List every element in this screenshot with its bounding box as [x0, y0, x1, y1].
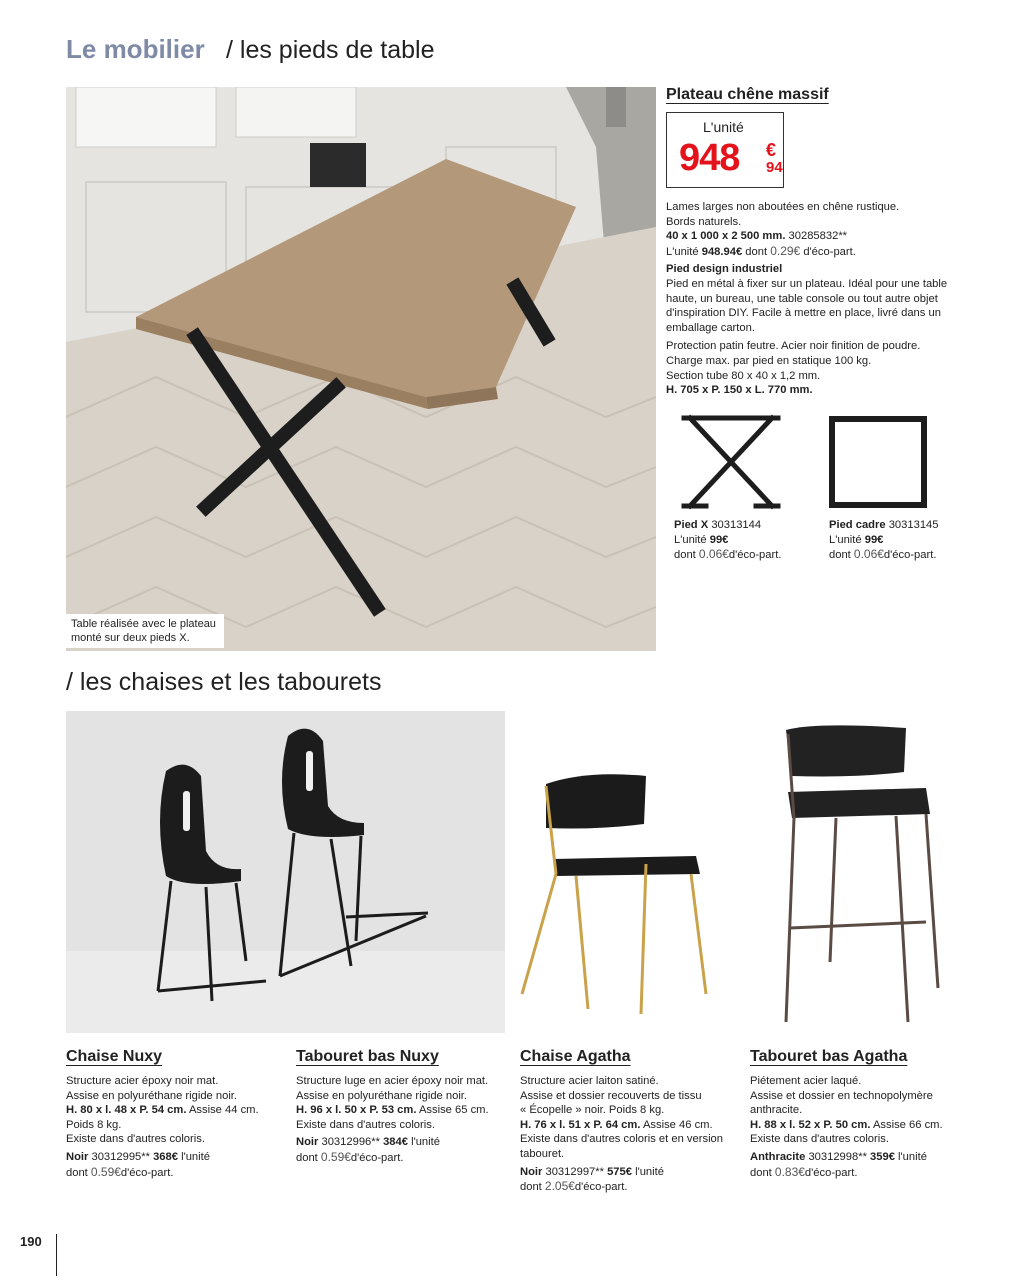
product-description — [750, 1074, 980, 1180]
plateau-price-line — [666, 244, 956, 260]
price: 384€ — [383, 1136, 408, 1149]
eco-line — [296, 1150, 511, 1166]
table-photo — [66, 87, 656, 651]
ref: 30312996** — [321, 1136, 380, 1149]
desc-line: tabouret. — [520, 1147, 565, 1160]
photo-caption: Table réalisée avec le plateau monté sur deux pieds X. — [66, 614, 224, 648]
page-title: Le mobilier — [66, 34, 205, 64]
eco-value: 0.06€ — [698, 547, 729, 562]
desc-line: anthracite. — [750, 1104, 803, 1117]
product-title: Tabouret bas Nuxy — [296, 1048, 439, 1065]
page-subtitle: / les pieds de table — [226, 36, 435, 64]
desc-line: Assise en polyuréthane rigide noir. — [296, 1089, 468, 1102]
dims: H. 76 x l. 51 x P. 64 cm. — [520, 1118, 641, 1131]
eco-prefix: dont — [296, 1151, 318, 1164]
pied-x-name: Pied X — [674, 519, 709, 531]
agatha-chair-photo — [516, 764, 726, 1026]
pied-dims: H. 705 x P. 150 x L. 770 mm. — [666, 384, 813, 397]
desc-line: Assise et dossier en technopolymère — [750, 1089, 933, 1102]
eco-value: 0.59€ — [90, 1164, 121, 1179]
price-currency: € — [766, 140, 777, 160]
price-suffix: l'unité — [898, 1150, 927, 1163]
price-line — [66, 1150, 286, 1165]
eco-suffix: d'éco-part. — [120, 1166, 174, 1179]
desc-line: Existe dans d'autres coloris et en version — [520, 1133, 723, 1146]
eco-suffix: d'éco-part. — [350, 1151, 404, 1164]
price: 575€ — [607, 1165, 632, 1178]
color: Noir — [66, 1150, 89, 1163]
dims-line — [520, 1118, 740, 1133]
pied-x-price: 99€ — [709, 533, 729, 546]
desc-line: Structure luge en acier époxy noir mat. — [296, 1075, 489, 1087]
product-description — [66, 1074, 286, 1180]
desc-line: Piétement acier laqué. — [750, 1075, 862, 1087]
product-title: Chaise Nuxy — [66, 1048, 163, 1065]
unit-label: L'unité — [666, 245, 699, 258]
plateau-desc-line: Bords naturels. — [666, 215, 742, 228]
dims-extra: Assise 44 cm. — [188, 1104, 259, 1117]
eco-prefix: dont — [66, 1166, 88, 1179]
eco-prefix: dont — [829, 549, 851, 562]
nuxy-photo — [66, 711, 505, 1033]
pied-x-info — [674, 518, 814, 563]
dims-extra: Assise 65 cm. — [418, 1104, 489, 1117]
pied-spec-line: Section tube 80 x 40 x 1,2 mm. — [666, 369, 821, 382]
plateau-dims-line — [666, 229, 956, 244]
product-title: Chaise Agatha — [520, 1048, 631, 1065]
desc-line: Existe dans d'autres coloris. — [750, 1133, 889, 1146]
eco-suffix: d'éco-part. — [803, 245, 856, 258]
plateau-dims: 40 x 1 000 x 2 500 mm. — [666, 230, 786, 243]
eco-suffix: d'éco-part. — [883, 549, 937, 562]
dims-line — [66, 1103, 286, 1118]
product-description — [520, 1074, 740, 1195]
price-suffix: l'unité — [411, 1136, 440, 1149]
dims-extra: Assise 46 cm. — [642, 1118, 713, 1131]
desc-line: Assise en polyuréthane rigide noir. — [66, 1089, 238, 1102]
dims-extra: Assise 66 cm. — [872, 1118, 943, 1131]
dims-line — [750, 1118, 980, 1133]
price-cents: 94 — [766, 159, 783, 176]
pied-heading: Pied design industriel — [666, 263, 783, 276]
eco-prefix: dont — [520, 1181, 542, 1194]
ref: 30312998** — [808, 1150, 867, 1163]
eco-prefix: dont — [750, 1166, 772, 1179]
plateau-description — [666, 200, 956, 398]
price-integer: 948 — [679, 137, 740, 179]
price-suffix: l'unité — [181, 1150, 210, 1163]
eco-line — [750, 1165, 980, 1181]
dims: H. 80 x l. 48 x P. 54 cm. — [66, 1104, 187, 1117]
pied-description: Pied en métal à fixer sur un plateau. Idéal pour une table haute, un bureau, une table console ou tout autre objet d'inspiration DIY. Facile à mettre en place, livré dans un emballage carton. — [666, 277, 948, 334]
plateau-heading: Plateau chêne massif — [666, 86, 829, 103]
color: Noir — [520, 1165, 543, 1178]
desc-line: Structure acier laiton satiné. — [520, 1075, 659, 1087]
dims: H. 96 x l. 50 x P. 53 cm. — [296, 1104, 417, 1117]
eco-suffix: d'éco-part. — [804, 1166, 858, 1179]
eco-line — [520, 1179, 740, 1195]
pied-cadre-ref: 30313145 — [888, 519, 939, 531]
page-divider — [56, 1234, 57, 1276]
eco-value: 0.83€ — [774, 1164, 805, 1179]
eco-line — [66, 1165, 286, 1181]
color: Noir — [296, 1136, 319, 1149]
pied-x-ref: 30313144 — [711, 519, 762, 531]
eco-value: 0.59€ — [320, 1149, 351, 1164]
pied-cadre-info — [829, 518, 979, 563]
desc-line: Poids 8 kg. — [66, 1118, 122, 1131]
product-description — [296, 1074, 511, 1166]
pied-spec-line: Charge max. par pied en statique 100 kg. — [666, 354, 872, 367]
pied-cadre-image — [826, 414, 930, 510]
product-title: Tabouret bas Agatha — [750, 1048, 908, 1065]
dims-line — [296, 1103, 511, 1118]
desc-line: Existe dans d'autres coloris. — [296, 1118, 435, 1131]
dims: H. 88 x l. 52 x P. 50 cm. — [750, 1118, 871, 1131]
pied-cadre-name: Pied cadre — [829, 519, 886, 531]
price-suffix: l'unité — [635, 1165, 664, 1178]
agatha-stool-photo — [776, 722, 954, 1028]
price-unit-label: L'unité — [703, 119, 744, 135]
color: Anthracite — [750, 1150, 806, 1163]
pied-cadre-price: 99€ — [864, 533, 884, 546]
desc-line: « Écopelle » noir. Poids 8 kg. — [520, 1104, 665, 1117]
price-line — [296, 1135, 511, 1150]
ref: 30312997** — [545, 1165, 604, 1178]
eco-value: 0.29€ — [770, 243, 801, 258]
plateau-ref: 30285832** — [788, 230, 848, 243]
desc-line: Existe dans d'autres coloris. — [66, 1133, 205, 1146]
eco-value: 0.06€ — [853, 547, 884, 562]
eco-suffix: d'éco-part. — [574, 1181, 628, 1194]
page-number: 190 — [20, 1234, 42, 1249]
price-tag — [666, 112, 784, 188]
desc-line: Structure acier époxy noir mat. — [66, 1075, 219, 1087]
eco-prefix: dont — [674, 549, 696, 562]
plateau-unit-price: 948.94€ — [701, 245, 743, 258]
price-line — [750, 1150, 980, 1165]
pied-spec-line: Protection patin feutre. Acier noir finition de poudre. — [666, 340, 921, 353]
eco-suffix: d'éco-part. — [728, 549, 782, 562]
ref: 30312995** — [91, 1150, 150, 1163]
eco-value: 2.05€ — [544, 1179, 575, 1194]
price: 368€ — [153, 1150, 178, 1163]
unit-label: L'unité — [674, 533, 707, 546]
price: 359€ — [870, 1150, 895, 1163]
pied-x-image — [676, 414, 786, 510]
eco-prefix: dont — [745, 245, 768, 258]
unit-label: L'unité — [829, 533, 862, 546]
plateau-desc-line: Lames larges non aboutées en chêne rustique. — [666, 201, 900, 213]
price-line — [520, 1165, 740, 1180]
section-title: / les chaises et les tabourets — [66, 668, 382, 696]
desc-line: Assise et dossier recouverts de tissu — [520, 1089, 702, 1102]
